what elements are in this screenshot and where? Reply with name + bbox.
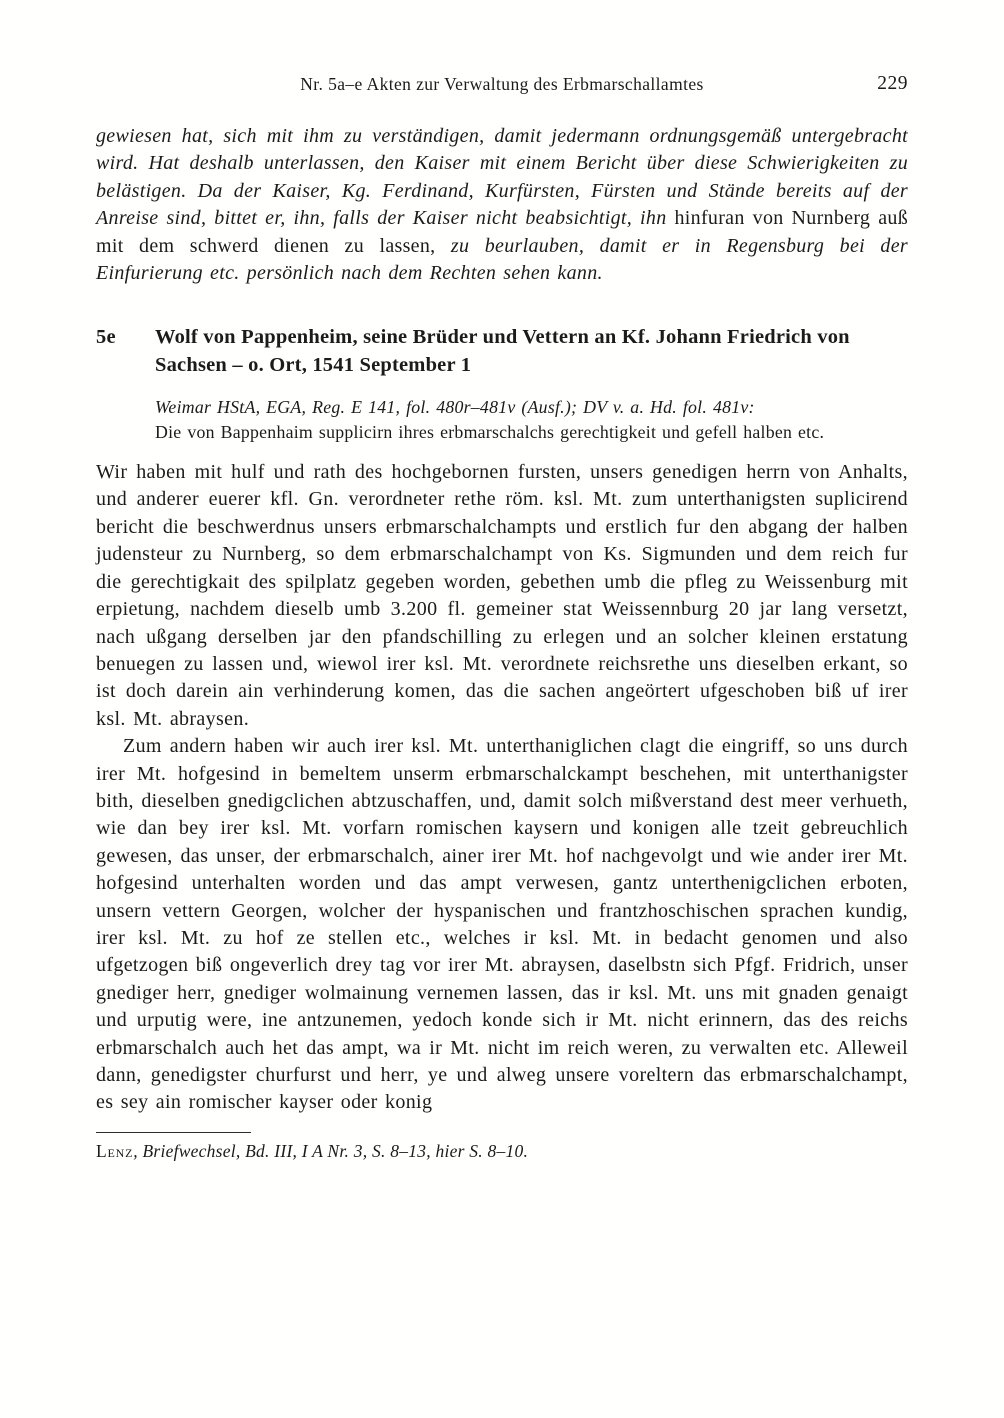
footnote-rule — [96, 1132, 251, 1133]
footnote-author: Lenz — [96, 1140, 134, 1161]
summary-paragraph — [96, 123, 908, 287]
page-number: 229 — [877, 73, 908, 94]
summary-text-2: zu beurlauben, damit er in Regensburg bei der Einfurierung etc. persönlich nach dem Rechten sehen kann. — [96, 234, 908, 285]
section-number: 5e — [96, 326, 116, 349]
running-title: Nr. 5a–e Akten zur Verwaltung des Erbmarschallamtes — [300, 74, 704, 94]
dorsal-note: Die von Bappenhaim supplicirn ihres erbmarschalchs gerechtigkeit und gefell halben etc. — [155, 421, 825, 442]
body-paragraph-1: Wir haben mit hulf und rath des hochgebornen fursten, unsers genedigen herrn von Anhalts, und anderer euerer kfl. Gn. verordneter rethe röm. ksl. Mt. zum unterthanigsten suplicirend bericht die beschwerdnus unsers erbmarschalchampts und erstlich fur den abgang der halben judensteur zu Nurnberg, so dem erbmarschalchampt von Ks. Sigmunden und dem reich fur die gerechtigkait des spilplatz gegeben worden, gebethen umb die pfleg zu Weissenburg mit erpietung, nachdem dieselb umb 3.200 fl. gemeiner stat Weissennburg 20 jar lang versetzt, nach ußgang derselben jar den pfandschilling zu erlegen und an solcher kleinen erstatung benuegen zu lassen und, wiewol irer ksl. Mt. verordnete reichsrethe uns dieselben erkant, so ist doch darein ain verhinderung komen, das die sachen angeörtert ufgeschoben biß uf irer ksl. Mt. abraysen. — [96, 461, 908, 730]
text-column — [96, 0, 908, 1163]
section-title: Wolf von Pappenheim, seine Brüder und Vettern an Kf. Johann Friedrich von Sachsen – o. Ort, 1541 September 1 — [155, 326, 850, 376]
footnote-text — [96, 1140, 908, 1163]
body-paragraph-2: Zum andern haben wir auch irer ksl. Mt. unterthaniglichen clagt die eingriff, so uns durch irer Mt. hofgesind in bemeltem unserm erbmarschalckampt beschehen, mit unterthanigster bith, dieselben gnedigclichen abtzuschaffen, und, damit solch mißverstand dest meer verhueth, wie dan bey irer ksl. Mt. vorfarn romischen kaysern und konigen alle tzeit gebreuchlich gewesen, das unser, der erbmarschalch, ainer irer Mt. hof nachgevolgt und wie ander irer Mt. hofgesind unterhalten worden und das ampt verwesen, gantz unterthenigclichen erboten, unsern vettern Georgen, wolcher der hyspanischen und frantzhoschischen sprachen kundig, irer ksl. Mt. zu hof ze stellen etc., welches ir ksl. Mt. in bedacht genomen und also ufgetzogen biß ongeverlich drey tag vor irer Mt. abraysen, daselbstn sich Pfgf. Fridrich, unser gnediger herr, gnediger wolmainung vernemen lassen, das ir ksl. Mt. uns mit gnaden genaigt und urputig were, ine antzunemen, yedoch konde sich ir Mt. nicht erinnern, das des reichs erbmarschalch auch het das ampt, wa ir Mt. nicht im reich weren, zu verwalten etc. Alleweil dann, genedigster churfurst und herr, ye und alweg unsere voreltern das erbmarschalchampt, es sey ain romischer kayser oder konig — [96, 735, 908, 1114]
section-heading — [96, 324, 908, 379]
footnote-citation: , Briefwechsel, Bd. III, I A Nr. 3, S. 8–13, hier S. 8–10. — [133, 1140, 529, 1161]
source-note — [155, 395, 908, 444]
summary-text-1: gewiesen hat, sich mit ihm zu verständigen, damit jedermann ordnungsgemäß untergebracht wird. Hat deshalb unterlassen, den Kaiser mit einem Bericht über diese Schwierigkeiten zu belästigen. Da der Kaiser, Kg. Ferdinand, Kurfürsten, Fürsten und Stände bereits auf der Anreise sind, bittet er, ihn, falls der Kaiser nicht beabsichtigt, ihn — [96, 125, 908, 230]
running-head — [96, 74, 908, 98]
archival-reference: Weimar HStA, EGA, Reg. E 141, fol. 480r–481v (Ausf.); DV v. a. Hd. fol. 481v: — [155, 397, 755, 418]
summary-source-quote: hinfuran von Nurnberg auß mit dem schwerd dienen zu lassen, — [96, 207, 908, 257]
footnote-block — [96, 1132, 908, 1163]
